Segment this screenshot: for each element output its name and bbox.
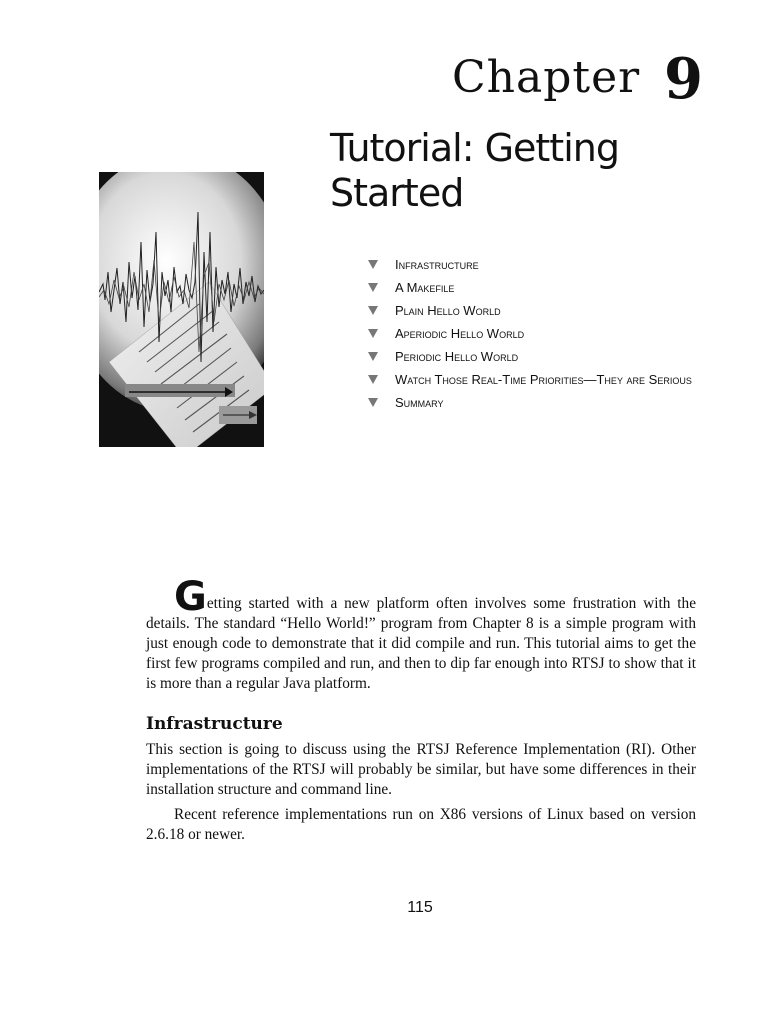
topic-label: Periodic Hello World (395, 349, 519, 364)
triangle-bullet-icon (368, 306, 378, 315)
intro-text: etting started with a new platform often involves some frustration with the details. The standard “Hello World!” program from Chapter 8 is a simple program with just enough code to demonstrate that it did compile and run. This tutorial aims to get the first few programs compiled and run, and then to dip far enough into RTSJ to show that it is more than a regular Java platform. (146, 595, 696, 692)
topic-item (368, 371, 708, 388)
chapter-heading (452, 48, 712, 112)
chapter-title (330, 126, 710, 216)
body-text (146, 574, 696, 845)
topic-item (368, 302, 708, 319)
triangle-bullet-icon (368, 398, 378, 407)
topic-item (368, 325, 708, 342)
triangle-bullet-icon (368, 329, 378, 338)
section-heading: Infrastructure (146, 714, 283, 734)
chapter-topic-list (368, 256, 708, 417)
intro-paragraph (146, 574, 696, 694)
triangle-bullet-icon (368, 375, 378, 384)
section-paragraph-1: This section is going to discuss using the RTSJ Reference Implementation (RI). Other implementations of the RTSJ will probably be similar, but have some differences in their installation structure and command line. (146, 741, 696, 798)
topic-label: Summary (395, 395, 444, 410)
chapter-number: 9 (664, 46, 703, 112)
topic-item (368, 348, 708, 365)
triangle-bullet-icon (368, 260, 378, 269)
triangle-bullet-icon (368, 352, 378, 361)
topic-label: Plain Hello World (395, 303, 501, 318)
drop-cap: G (174, 574, 207, 620)
waveform-illustration (99, 172, 264, 447)
topic-label: Watch Those Real-Time Priorities—They are Serious (395, 372, 692, 387)
chapter-title-line2: Started (330, 171, 464, 215)
topic-label: A Makefile (395, 280, 455, 295)
chapter-illustration (99, 172, 264, 447)
triangle-bullet-icon (368, 283, 378, 292)
chapter-title-line1: Tutorial: Getting (330, 126, 619, 170)
section-paragraph-2: Recent reference implementations run on X86 versions of Linux based on version 2.6.18 or newer. (146, 806, 696, 843)
topic-item (368, 279, 708, 296)
topic-item (368, 394, 708, 411)
topic-item (368, 256, 708, 273)
topic-label: Aperiodic Hello World (395, 326, 525, 341)
chapter-label: Chapter (452, 52, 641, 103)
topic-label: Infrastructure (395, 257, 479, 272)
page-number: 115 (407, 899, 433, 916)
